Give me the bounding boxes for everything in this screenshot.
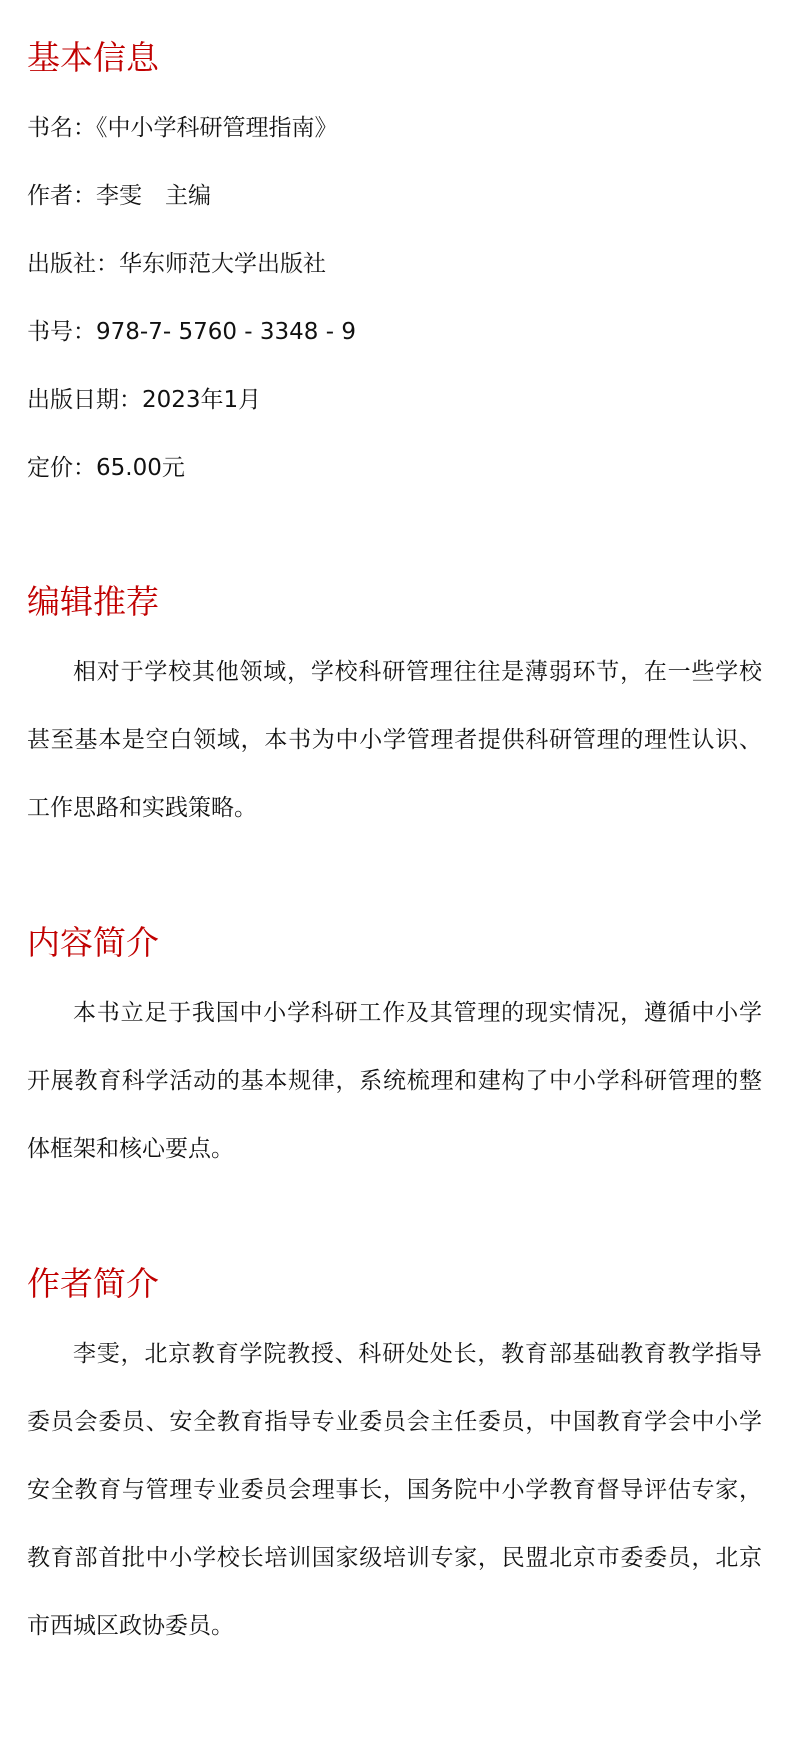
editor-recommendation-heading: 编辑推荐	[27, 582, 159, 621]
editor-recommendation-text: 相对于学校其他领域，学校科研管理往往是薄弱环节，在一些学校甚至基本是空白领域，本书为中小学管理者提供科研管理的理性认识、工作思路和实践策略。	[27, 659, 762, 821]
content-summary-text: 本书立足于我国中小学科研工作及其管理的现实情况，遵循中小学开展教育科学活动的基本规律，系统梳理和建构了中小学科研管理的整体框架和核心要点。	[27, 1000, 762, 1162]
content-summary-heading: 内容简介	[27, 923, 159, 962]
author-intro-text: 李雯，北京教育学院教授、科研处处长，教育部基础教育教学指导委员会委员、安全教育指导专业委员会主任委员，中国教育学会中小学安全教育与管理专业委员会理事长，国务院中小学教育督导评估专家，教育部首批中小学校长培训国家级培训专家，民盟北京市委委员，北京市西城区政协委员。	[27, 1341, 762, 1639]
isbn-line: 书号：978-7- 5760 - 3348 - 9	[27, 319, 356, 345]
price-line: 定价：65.00元	[27, 455, 185, 481]
author-line: 作者：李雯 主编	[27, 183, 211, 209]
author-intro-heading: 作者简介	[27, 1264, 159, 1303]
publish-date-line: 出版日期：2023年1月	[27, 387, 262, 413]
publisher-line: 出版社：华东师范大学出版社	[27, 251, 326, 277]
book-title-line: 书名：《中小学科研管理指南》	[27, 115, 338, 141]
basic-info-heading: 基本信息	[27, 38, 159, 77]
